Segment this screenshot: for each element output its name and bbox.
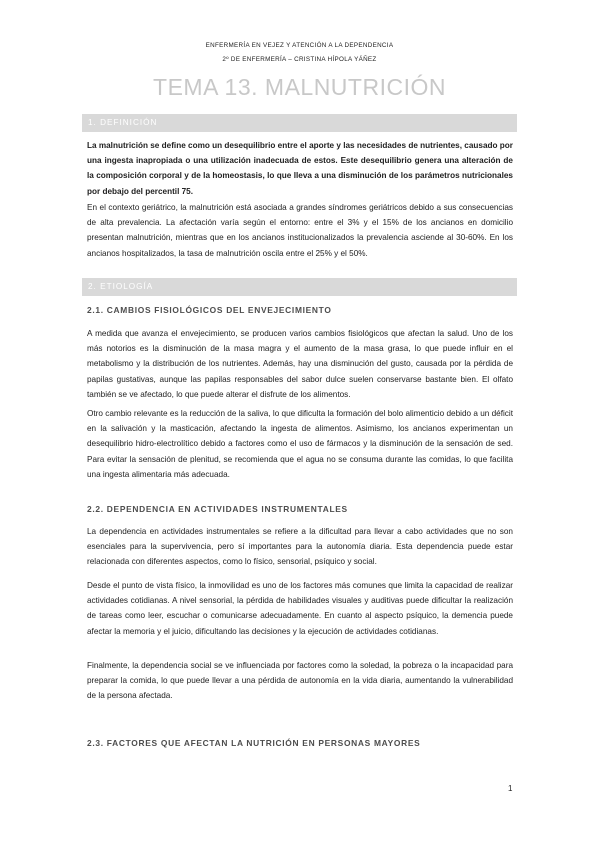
subsection-heading-cambios-fisiologicos: 2.1. CAMBIOS FISIOLÓGICOS DEL ENVEJECIMIENTO — [87, 305, 332, 315]
document-header-author: 2º DE ENFERMERÍA – CRISTINA HÍPOLA YÁÑEZ — [222, 56, 377, 63]
section-heading-definicion: 1. DEFINICIÓN — [82, 114, 517, 132]
page-title: TEMA 13. MALNUTRICIÓN — [153, 74, 446, 100]
paragraph-instrumental-dependence: La dependencia en actividades instrumentales se refiere a la dificultad para llevar a cabo actividades que no son esenciales para la supervivencia, pero sí importantes para la autonomía diaria. Esta dependencia puede estar relacionada con diferentes aspectos, como lo físico, sensorial, psíquico y social. — [87, 527, 513, 567]
paragraph-social-dependence: Finalmente, la dependencia social se ve influenciada por factores como la soledad, la pobreza o la incapacidad para preparar la comida, lo que puede llevar a una pérdida de autonomía en la vida diaria, aumentando la vulnerabilidad de la persona afectada. — [87, 661, 513, 701]
subsection-heading-dependencia: 2.2. DEPENDENCIA EN ACTIVIDADES INSTRUMENTALES — [87, 504, 348, 514]
subsection-heading-factores-nutricion: 2.3. FACTORES QUE AFECTAN LA NUTRICIÓN EN PERSONAS MAYORES — [87, 738, 421, 748]
section-heading-etiologia: 2. ETIOLOGÍA — [82, 278, 517, 296]
paragraph-geriatric-context: En el contexto geriátrico, la malnutrición está asociada a grandes síndromes geriátricos debido a sus consecuencias de alta prevalencia. La afectación varía según el entorno: entre el 3% y el 15% de los ancianos en domicilio presentan malnutrición, mientras que en los ancianos institucionalizados la prevalencia asciende al 30-60%. En los ancianos hospitalizados, la tasa de malnutrición oscila entre el 25% y el 50%. — [87, 203, 513, 258]
page-number: 1 — [508, 784, 513, 793]
paragraph-saliva-reduction: Otro cambio relevante es la reducción de la saliva, lo que dificulta la formación del bolo alimenticio debido a un déficit en la salivación y la masticación, afectando la ingesta de alimentos. Asimismo, los ancianos experimentan un desequilibrio hidro-electrolítico debido a factores como el uso de fármacos y la disminución de la sensación de sed. Para evitar la sensación de plenitud, se recomienda que el agua no se consuma durante las comidas, lo que facilita una ingesta alimentaria más adecuada. — [87, 409, 513, 479]
paragraph-physical-sensory-psychic: Desde el punto de vista físico, la inmovilidad es uno de los factores más comunes que limita la capacidad de realizar actividades cotidianas. A nivel sensorial, la pérdida de habilidades visuales y auditivas puede dificultar la realización de tareas como leer, escuchar o comunicarse adecuadamente. En cuanto al aspecto psíquico, la demencia puede afectar la memoria y el juicio, dificultando las decisiones y la ejecución de actividades cotidianas. — [87, 581, 513, 636]
paragraph-physiological-changes: A medida que avanza el envejecimiento, se producen varios cambios fisiológicos que afectan la salud. Uno de los más notorios es la disminución de la masa magra y el aumento de la masa grasa, lo que puede influir en el metabolismo y la distribución de los nutrientes. Además, hay una disminución del gusto, causada por la pérdida de papilas gustativas, aunque las papilas responsables del sabor dulce suelen conservarse bastante bien. El olfato también se ve afectado, lo que puede alterar el disfrute de los alimentos. — [87, 329, 513, 399]
paragraph-definition: La malnutrición se define como un desequilibrio entre el aporte y las necesidades de nutrientes, causado por una ingesta inapropiada o una utilización inadecuada de estos. Este desequilibrio genera una alteración de la composición corporal y de la homeostasis, lo que lleva a una disminución de los parámetros nutricionales por debajo del percentil 75. — [87, 141, 513, 196]
document-header-course: ENFERMERÍA EN VEJEZ Y ATENCIÓN A LA DEPENDENCIA — [205, 42, 394, 49]
